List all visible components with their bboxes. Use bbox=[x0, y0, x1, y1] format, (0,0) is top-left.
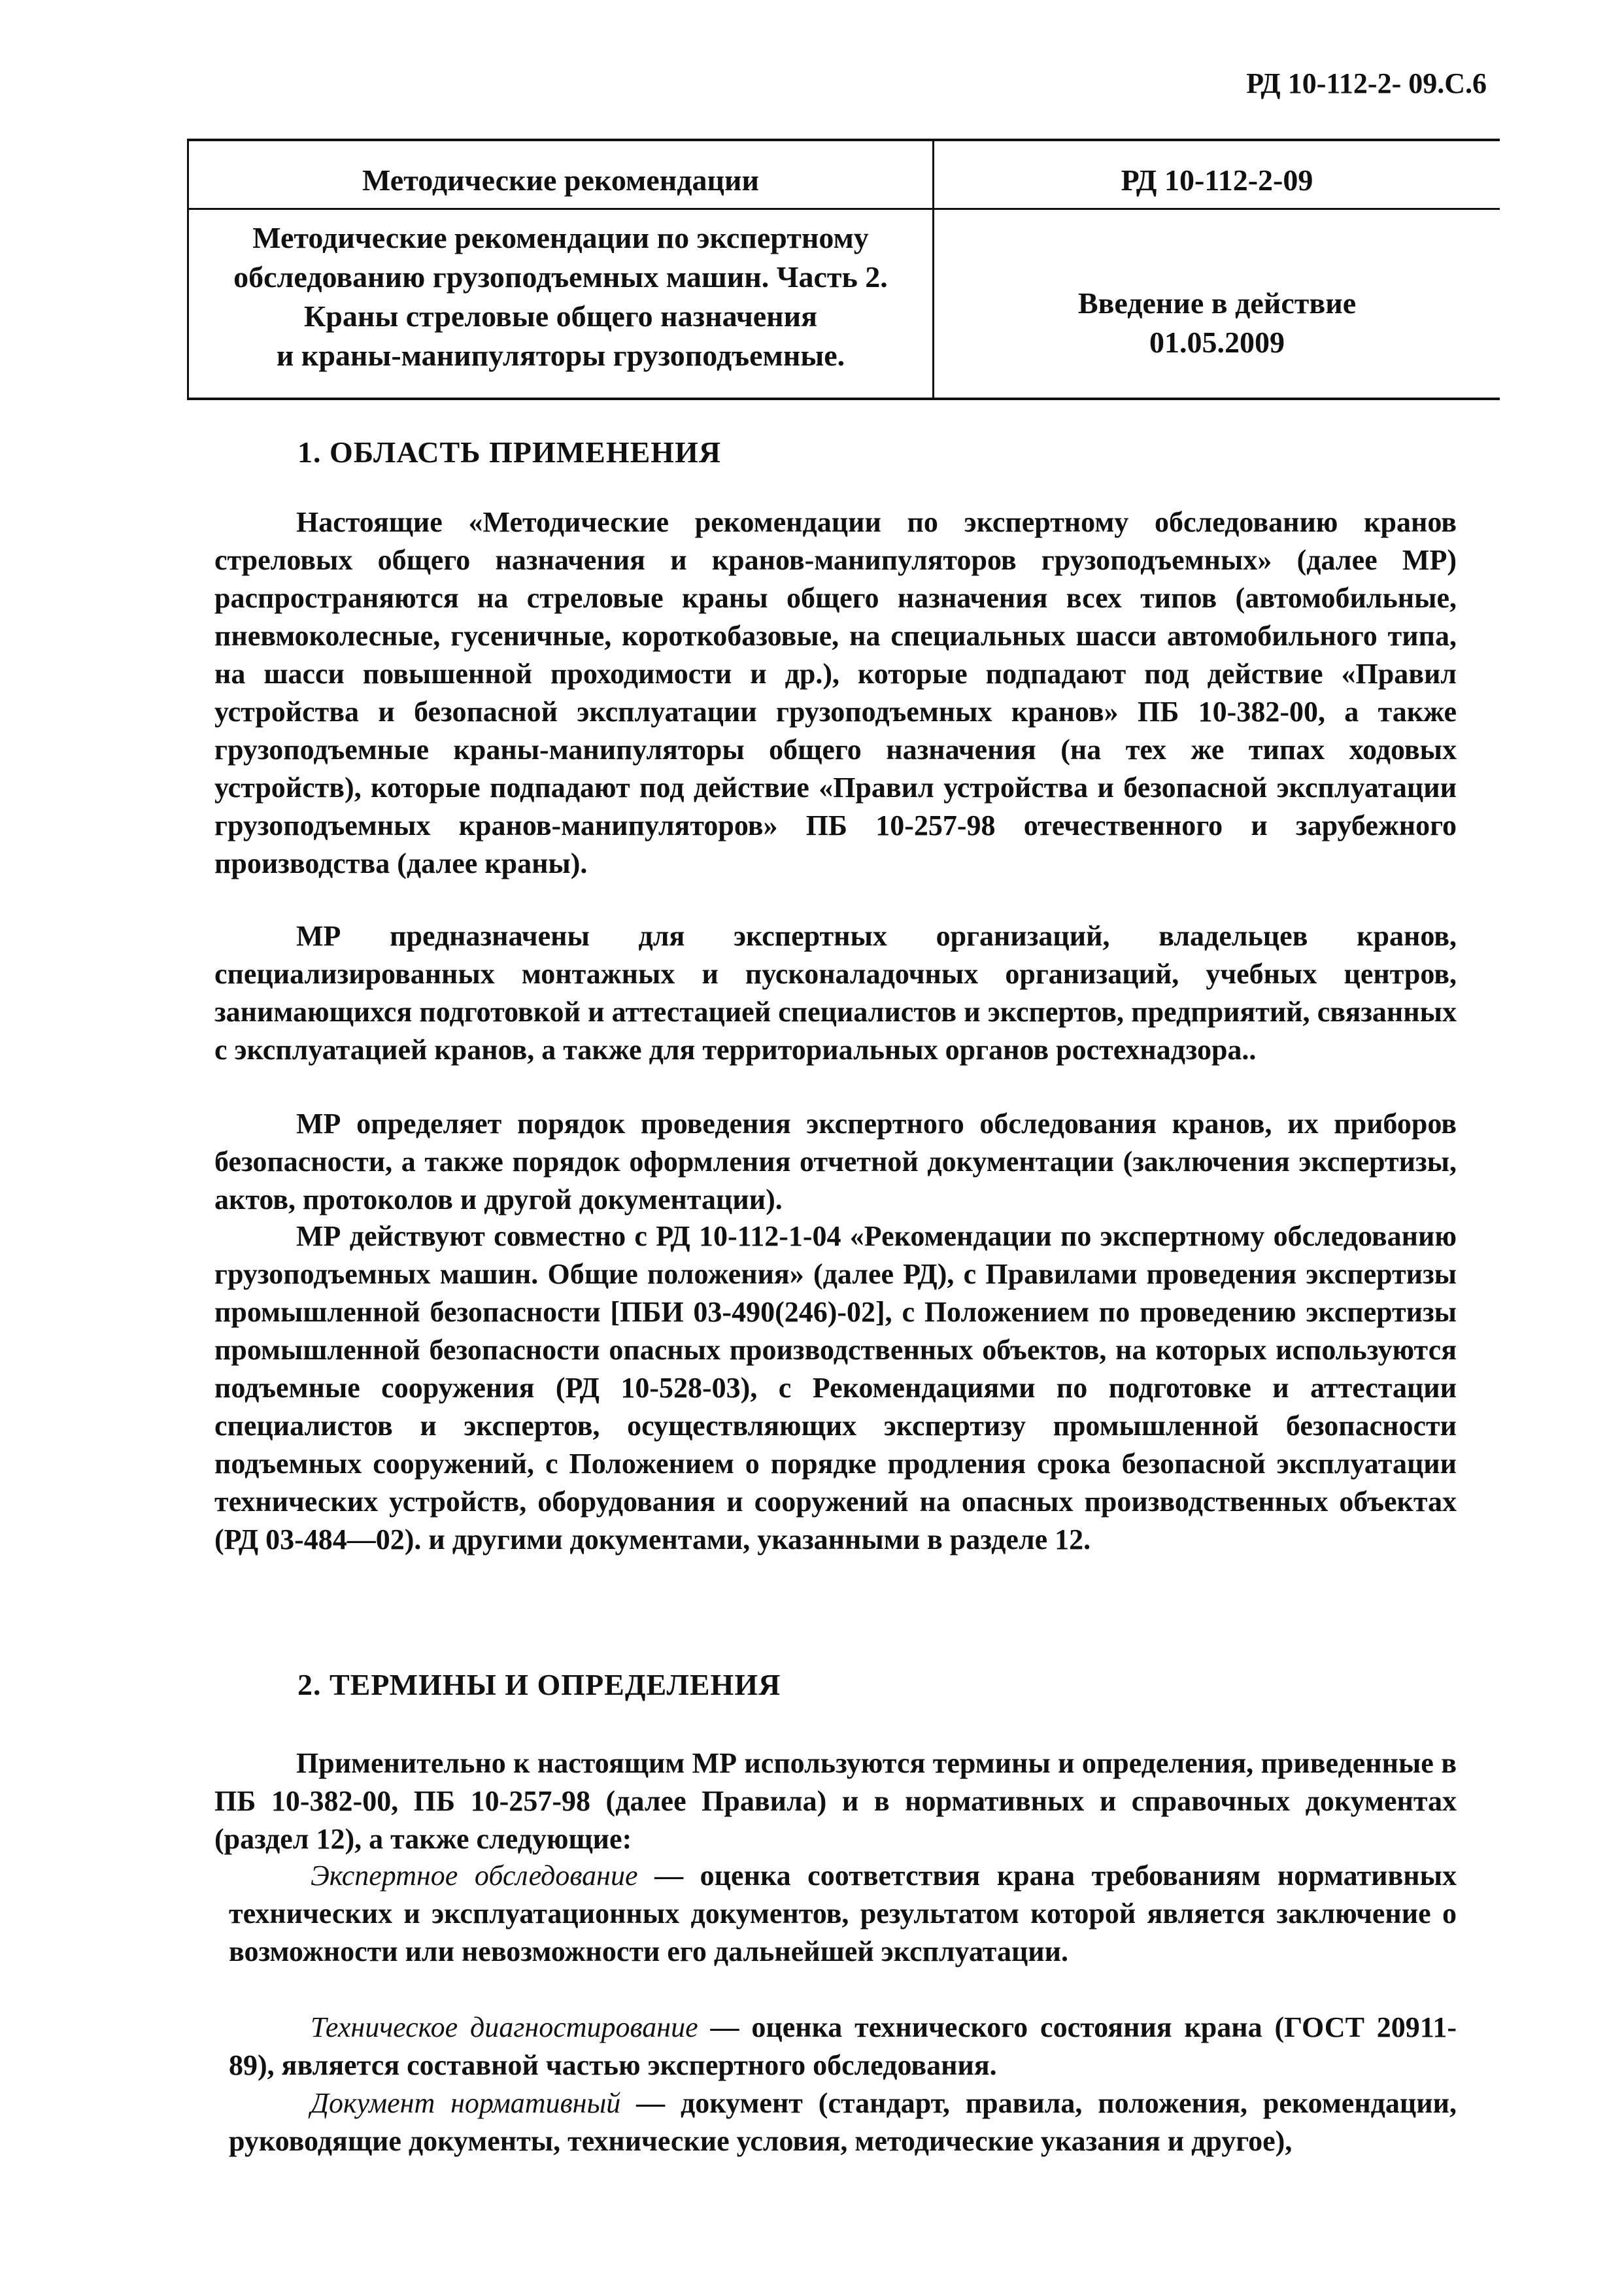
section1-title: 1. ОБЛАСТЬ ПРИМЕНЕНИЯ bbox=[297, 435, 722, 469]
section2-title: 2. ТЕРМИНЫ И ОПРЕДЕЛЕНИЯ bbox=[297, 1668, 781, 1701]
header-table bbox=[187, 139, 1500, 400]
header-col1-title: Методические рекомендации bbox=[362, 163, 759, 197]
definition-text: — документ (стандарт, правила, положения, рекомендации, руководящие документы, технические условия, методические указания и другое), bbox=[229, 2087, 1457, 2157]
effective-label: Введение в действие bbox=[1077, 286, 1357, 320]
table-divider-horizontal bbox=[189, 208, 1500, 210]
document-title-line: Методические рекомендации по экспертному bbox=[252, 221, 869, 254]
definition-normative-document bbox=[229, 2084, 1457, 2160]
section1-paragraph-4: МР действуют совместно с РД 10-112-1-04 «Рекомендации по экспертному обследованию грузоподъемных машин. Общие положения» (далее РД), с Правилами проведения экспертизы промышленной безопасности [ПБИ 03-490(246)-02], с Положением по проведению экспертизы промышленной безопасности опасных производственных объектов, на которых используются подъемные сооружения (РД 10-528-03), с Рекомендациями по подготовке и аттестации специалистов и экспертов, осуществляющих экспертизу промышленной безопасности подъемных сооружений, с Положением о порядке продления срока безопасной эксплуатации технических устройств, оборудования и сооружений на опасных производственных объектах (РД 03-484—02). и другими документами, указанными в разделе 12. bbox=[214, 1220, 1457, 1556]
definition-term: Документ нормативный bbox=[311, 2087, 621, 2119]
section1-paragraph-3: МР определяет порядок проведения экспертного обследования кранов, их приборов безопасности, а также порядок оформления отчетной документации (заключения экспертизы, актов, протоколов и другой документации). bbox=[214, 1108, 1457, 1216]
document-title bbox=[189, 218, 932, 375]
section1-paragraph-1: Настоящие «Методические рекомендации по экспертному обследованию кранов стреловых общего назначения и кранов-манипуляторов грузоподъемных» (далее МР) распространяются на стреловые краны общего назначения всех типов (автомобильные, пневмоколесные, гусеничные, короткобазовые, на специальных шасси автомобильного типа, на шасси повышенной проходимости и др.), которые подпадают под действие «Правил устройства и безопасной эксплуатации грузоподъемных кранов» ПБ 10-382-00, а также грузоподъемные краны-манипуляторы общего назначения (на тех же типах ходовых устройств), которые подпадают под действие «Правил устройства и безопасной эксплуатации грузоподъемных кранов-манипуляторов» ПБ 10-257-98 отечественного и зарубежного производства (далее краны). bbox=[214, 506, 1457, 879]
page-reference: РД 10-112-2- 09.С.6 bbox=[1246, 67, 1487, 99]
definition-term: Техническое диагностирование bbox=[311, 2011, 698, 2043]
definition-term: Экспертное обследование bbox=[311, 1860, 638, 1892]
effective-date-block bbox=[934, 284, 1500, 362]
definition-text: — оценка соответствия крана требованиям нормативных технических и эксплуатационных документов, результатом которой является заключение о возможности или невозможности его дальнейшей эксплуатации. bbox=[229, 1860, 1457, 1967]
document-title-line: обследованию грузоподъемных машин. Часть 2. bbox=[233, 260, 888, 294]
definition-expert-survey bbox=[229, 1857, 1457, 1971]
definition-technical-diagnostics bbox=[229, 2009, 1457, 2084]
header-col2-title: РД 10-112-2-09 bbox=[1121, 163, 1313, 197]
section1-paragraph-2: МР предназначены для экспертных организаций, владельцев кранов, специализированных монтажных и пусконаладочных организаций, учебных центров, занимающихся подготовкой и аттестацией специалистов и экспертов, предприятий, связанных с эксплуатацией кранов, а также для территориальных органов ростехнадзора.. bbox=[214, 920, 1457, 1066]
section2-intro: Применительно к настоящим МР используются термины и определения, приведенные в ПБ 10-382-00, ПБ 10-257-98 (далее Правила) и в нормативных и справочных документах (раздел 12), а также следующие: bbox=[214, 1747, 1457, 1855]
document-title-line: Краны стреловые общего назначения bbox=[303, 299, 818, 333]
definition-text: — оценка технического состояния крана (ГОСТ 20911-89), является составной частью экспертного обследования. bbox=[229, 2011, 1457, 2081]
document-title-line: и краны-манипуляторы грузоподъемные. bbox=[276, 339, 845, 372]
effective-date: 01.05.2009 bbox=[1149, 326, 1285, 359]
